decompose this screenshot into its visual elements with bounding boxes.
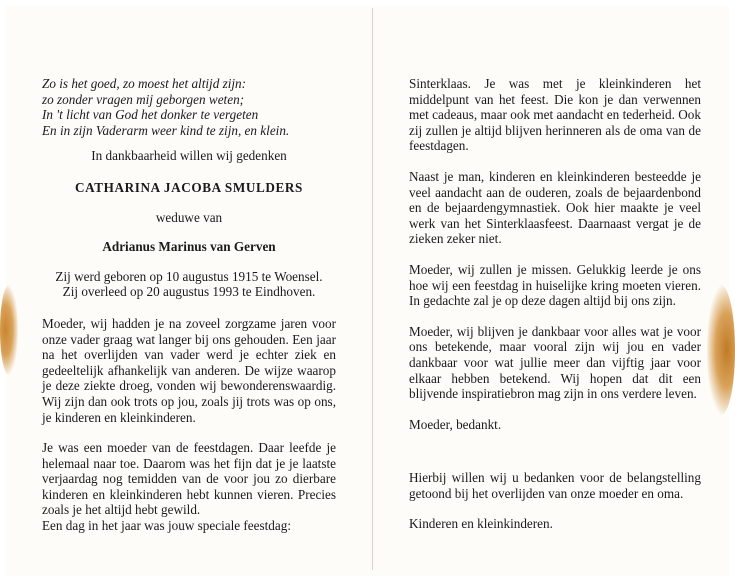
thanks-text: Hierbij willen wij u bedanken voor de belangstelling getoond bij het overlijden van onze moeder en oma.	[409, 470, 701, 501]
life-dates	[42, 269, 336, 300]
deceased-name: CATHARINA JACOBA SMULDERS	[75, 179, 303, 195]
left-page	[42, 76, 336, 549]
paragraph: Naast je man, kinderen en kleinkinderen besteedde je veel aandacht aan de ouderen, zoals de bejaardenbond en de bejaardengymnastiek. Ook hier maakte je veel werk van het Sinterklaasfeest. Daarnaast vergat je de zieken zeker niet.	[409, 168, 701, 247]
poem-line: zo zonder vragen mij geborgen weten;	[42, 91, 245, 107]
death-line: Zij overleed op 20 augustus 1993 te Eindhoven.	[62, 284, 316, 300]
intro-text: In dankbaarheid willen wij gedenken	[91, 148, 287, 164]
paper-stain-left	[0, 285, 18, 375]
poem	[42, 76, 336, 138]
paragraph: Moeder, wij hadden je na zoveel zorgzame jaren voor onze vader graag wat langer bij ons gehouden. Een jaar na het overlijden van vader werd je echter ziek en gedeeltelijk afhankelijk van anderen. De wijze waarop je deze ziekte droeg, vonden wij bewonderenswaardig. Wij zijn dan ook trots op jou, zoals jij trots was op ons, je kinderen en kleinkinderen.	[42, 315, 336, 425]
paragraph: Moeder, wij blijven je dankbaar voor alles wat je voor ons betekende, maar vooral zijn wij jou en vader dankbaar voor wat jullie meer dan vijftig jaar voor elkaar hebben betekend. Wij hopen dat dit een blijvende inspiratiebron mag zijn in ons verdere leven.	[409, 323, 701, 402]
paragraph: Moeder, wij zullen je missen. Gelukkig leerde je ons hoe wij een feestdag in huiselijke kring moeten vieren. In gedachte zal je op deze dagen altijd bij ons zijn.	[409, 261, 701, 309]
signature: Kinderen en kleinkinderen.	[409, 516, 553, 532]
paragraph: Je was een moeder van de feestdagen. Daar leefde je helemaal naar toe. Daarom was het fijn dat je je laatste verjaardag nog temidden van de voor jou zo dierbare kinderen en kleinkinderen hebt kunnen vieren. Precies zoals je het altijd hebt gewild.	[42, 440, 336, 518]
poem-line: Zo is het goed, zo moest het altijd zijn:	[42, 76, 247, 91]
birth-line: Zij werd geboren op 10 augustus 1915 te Woensel.	[55, 268, 323, 284]
paragraph: Een dag in het jaar was jouw speciale feestdag:	[42, 518, 291, 534]
closing-thanks: Moeder, bedankt.	[409, 416, 502, 432]
paper-stain-right	[707, 285, 735, 415]
poem-line: En in zijn Vaderarm weer kind te zijn, en klein.	[42, 122, 290, 138]
husband-name: Adrianus Marinus van Gerven	[102, 239, 276, 255]
right-page	[409, 76, 701, 547]
paragraph: Sinterklaas. Je was met je kleinkinderen het middelpunt van het feest. Die kon je dan verwennen met cadeaus, maar ook met aandacht en tederheid. Ook zij zullen je altijd blijven herinneren als de oma van de feestdagen.	[409, 76, 701, 154]
poem-line: In 't licht van God het donker te vergeten	[42, 107, 259, 123]
center-fold-line	[372, 8, 373, 570]
widow-of-text: weduwe van	[155, 209, 223, 225]
